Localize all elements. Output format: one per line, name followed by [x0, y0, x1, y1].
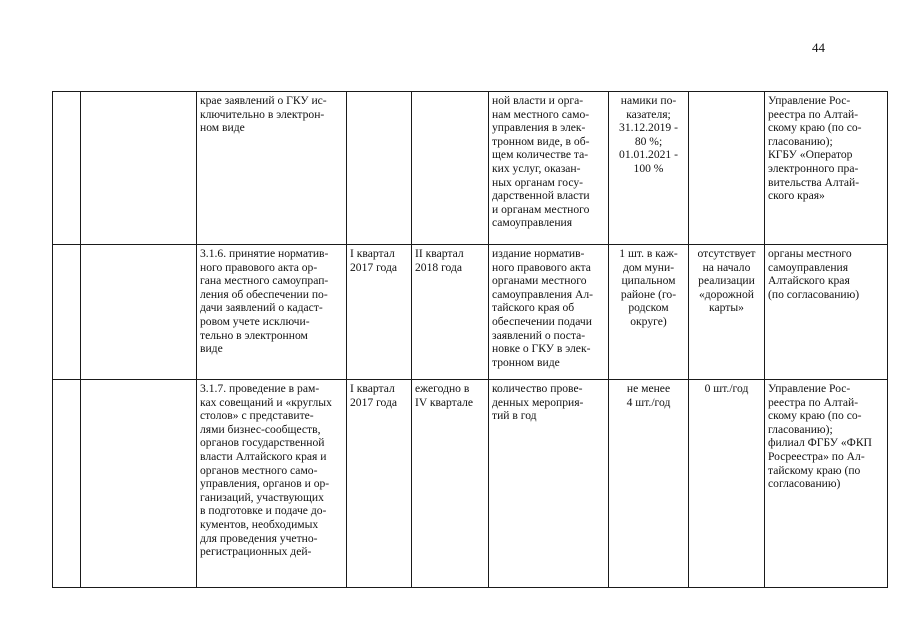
responsible-cell [765, 245, 888, 380]
target-value-cell [609, 380, 689, 588]
current-value-text: 0 шт./год [704, 382, 749, 395]
blank-cell [81, 92, 197, 245]
start-date-text: I квартал 2017 года [350, 247, 398, 274]
indicator-text: ной власти и орга- нам местного само- управления в элек- тронном виде, в об- щем количестве та- ких услуг, оказан- ных органам госу- дарственной власти и органам местного самоуправления [492, 94, 590, 230]
indicator-cell [489, 92, 609, 245]
table-row [53, 92, 888, 245]
indicator-text: количество прове- денных мероприя- тий в год [492, 382, 584, 423]
blank-cell [81, 245, 197, 380]
end-date-text: ежегодно в IV квартале [415, 382, 474, 409]
indicator-cell [489, 380, 609, 588]
measure-text: крае заявлений о ГКУ ис- ключительно в электрон- ном виде [200, 94, 327, 135]
number-cell [53, 92, 81, 245]
measure-cell [197, 92, 347, 245]
target-value-cell [609, 92, 689, 245]
measure-cell [197, 380, 347, 588]
measure-text: 3.1.7. проведение в рам- ках совещаний и «круглых столов» с представите- лями бизнес-сообществ, органов государственной власти Алтайского края и органов местного само- управления, органов и ор- ганизаций, участвующих в подготовке и подаче до- кументов, необходимых для проведения учетно- регистрационных дей- [200, 382, 332, 559]
end-date-text: II квартал 2018 года [415, 247, 464, 274]
responsible-text: органы местного самоуправления Алтайского края (по согласованию) [768, 247, 860, 301]
responsible-text: Управление Рос- реестра по Алтай- скому краю (по со- гласованию); КГБУ «Оператор электронного пра- вительства Алтай- ского края» [768, 94, 862, 203]
target-value-text: не менее 4 шт./год [626, 382, 671, 409]
current-value-text: отсутствует на начало реализации «дорожной карты» [697, 247, 756, 315]
table-row [53, 380, 888, 588]
table-row [53, 245, 888, 380]
target-value-cell [609, 245, 689, 380]
indicator-text: издание норматив- ного правового акта органами местного самоуправления Ал- тайского края об обеспечении подачи заявлений о поста- новке о ГКУ в элек- тронном виде [492, 247, 593, 369]
number-cell [53, 245, 81, 380]
current-value-cell [689, 380, 765, 588]
responsible-text: Управление Рос- реестра по Алтай- скому краю (по со- гласованию); филиал ФГБУ «ФКП Росреестра» по Ал- тайскому краю (по согласованию) [768, 382, 872, 491]
measure-cell [197, 245, 347, 380]
roadmap-table [52, 91, 888, 588]
number-cell [53, 380, 81, 588]
responsible-cell [765, 92, 888, 245]
indicator-cell [489, 245, 609, 380]
start-date-cell [347, 380, 412, 588]
target-value-text: намики по- казателя; 31.12.2019 - 80 %; 01.01.2021 - 100 % [619, 94, 678, 175]
target-value-text: 1 шт. в каж- дом муни- ципальном районе (го- родском округе) [619, 247, 678, 328]
start-date-text: I квартал 2017 года [350, 382, 398, 409]
blank-cell [81, 380, 197, 588]
end-date-cell [412, 245, 489, 380]
start-date-cell [347, 92, 412, 245]
end-date-cell [412, 380, 489, 588]
start-date-cell [347, 245, 412, 380]
current-value-cell [689, 245, 765, 380]
page-number: 44 [812, 40, 825, 55]
end-date-cell [412, 92, 489, 245]
measure-text: 3.1.6. принятие норматив- ного правового акта ор- гана местного самоупрап- ления об обеспечении по- дачи заявлений о кадаст- ровом учете исключи- тельно в электронном виде [200, 247, 329, 356]
responsible-cell [765, 380, 888, 588]
current-value-cell [689, 92, 765, 245]
